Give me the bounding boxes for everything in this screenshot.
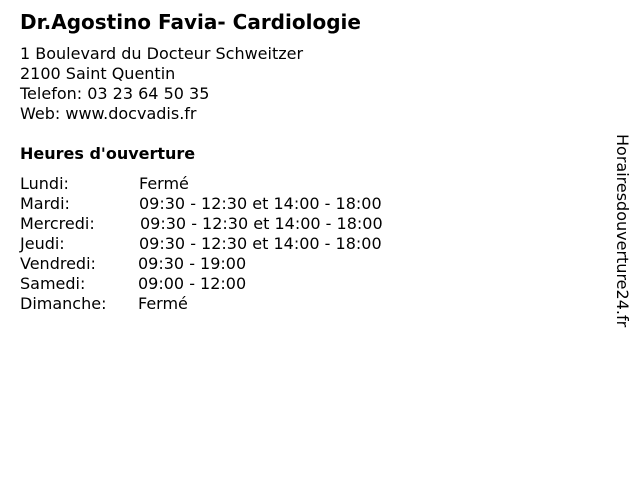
time-value: Fermé bbox=[138, 294, 188, 313]
business-address bbox=[20, 44, 303, 124]
opening-hours-heading: Heures d'ouverture bbox=[20, 144, 196, 163]
address-city: 2100 Saint Quentin bbox=[20, 64, 176, 83]
day-label: Samedi: bbox=[20, 274, 86, 293]
time-value: 09:30 - 12:30 et 14:00 - 18:00 bbox=[139, 234, 382, 253]
time-value: 09:00 - 12:00 bbox=[138, 274, 247, 293]
day-label: Dimanche: bbox=[20, 294, 107, 313]
time-value: 09:30 - 19:00 bbox=[138, 254, 247, 273]
day-label: Vendredi: bbox=[20, 254, 96, 273]
phone-number: Telefon: 03 23 64 50 35 bbox=[20, 84, 210, 103]
website: Web: www.docvadis.fr bbox=[20, 104, 197, 123]
day-label: Mercredi: bbox=[20, 214, 95, 233]
day-label: Lundi: bbox=[20, 174, 69, 193]
time-value: 09:30 - 12:30 et 14:00 - 18:00 bbox=[140, 214, 383, 233]
time-value: 09:30 - 12:30 et 14:00 - 18:00 bbox=[139, 194, 382, 213]
site-watermark: Horairesdouverture24.fr bbox=[613, 134, 632, 328]
address-street: 1 Boulevard du Docteur Schweitzer bbox=[20, 44, 304, 63]
time-value: Fermé bbox=[139, 174, 189, 193]
business-title: Dr.Agostino Favia- Cardiologie bbox=[20, 10, 361, 34]
day-label: Jeudi: bbox=[20, 234, 65, 253]
day-label: Mardi: bbox=[20, 194, 70, 213]
